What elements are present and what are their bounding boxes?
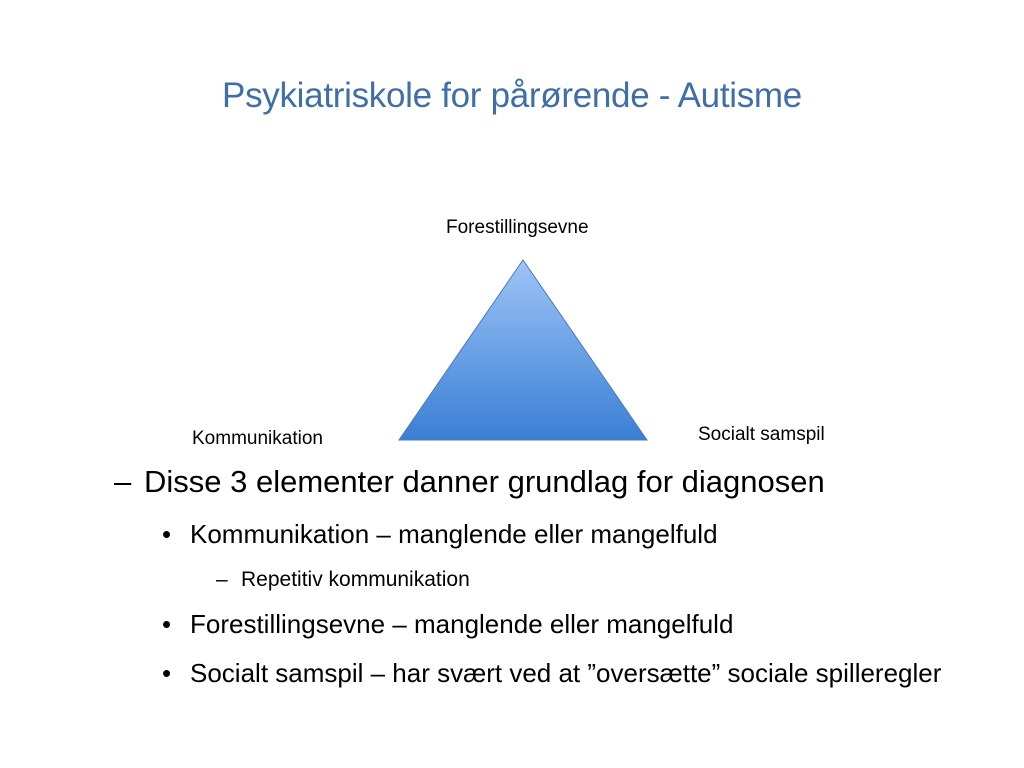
list-item-text: Disse 3 elementer danner grundlag for diagnosen xyxy=(144,464,825,499)
bullet-marker: • xyxy=(162,519,172,549)
list-item-repetitiv xyxy=(216,566,470,594)
slide-title: Psykiatriskole for pårørende - Autisme xyxy=(222,76,802,115)
label-socialt-samspil: Socialt samspil xyxy=(698,424,825,445)
dash-marker: – xyxy=(114,464,132,499)
list-item-text: Repetitiv kommunikation xyxy=(241,568,470,591)
bullet-marker: • xyxy=(162,609,172,639)
list-item-text: Forestillingsevne – manglende eller mangelfuld xyxy=(190,609,734,639)
label-kommunikation: Kommunikation xyxy=(192,428,323,449)
list-item-forestillingsevne xyxy=(162,607,733,641)
list-item-text: Socialt samspil – har svært ved at ”oversætte” sociale spilleregler xyxy=(190,658,942,688)
list-item-kommunikation xyxy=(162,517,718,551)
dash-marker: – xyxy=(216,568,228,591)
label-forestillingsevne: Forestillingsevne xyxy=(446,217,589,238)
list-item-socialt-samspil xyxy=(162,656,982,690)
bullet-marker: • xyxy=(162,658,172,688)
list-item-level-1 xyxy=(114,462,825,502)
list-item-text: Kommunikation – manglende eller mangelfuld xyxy=(190,519,718,549)
